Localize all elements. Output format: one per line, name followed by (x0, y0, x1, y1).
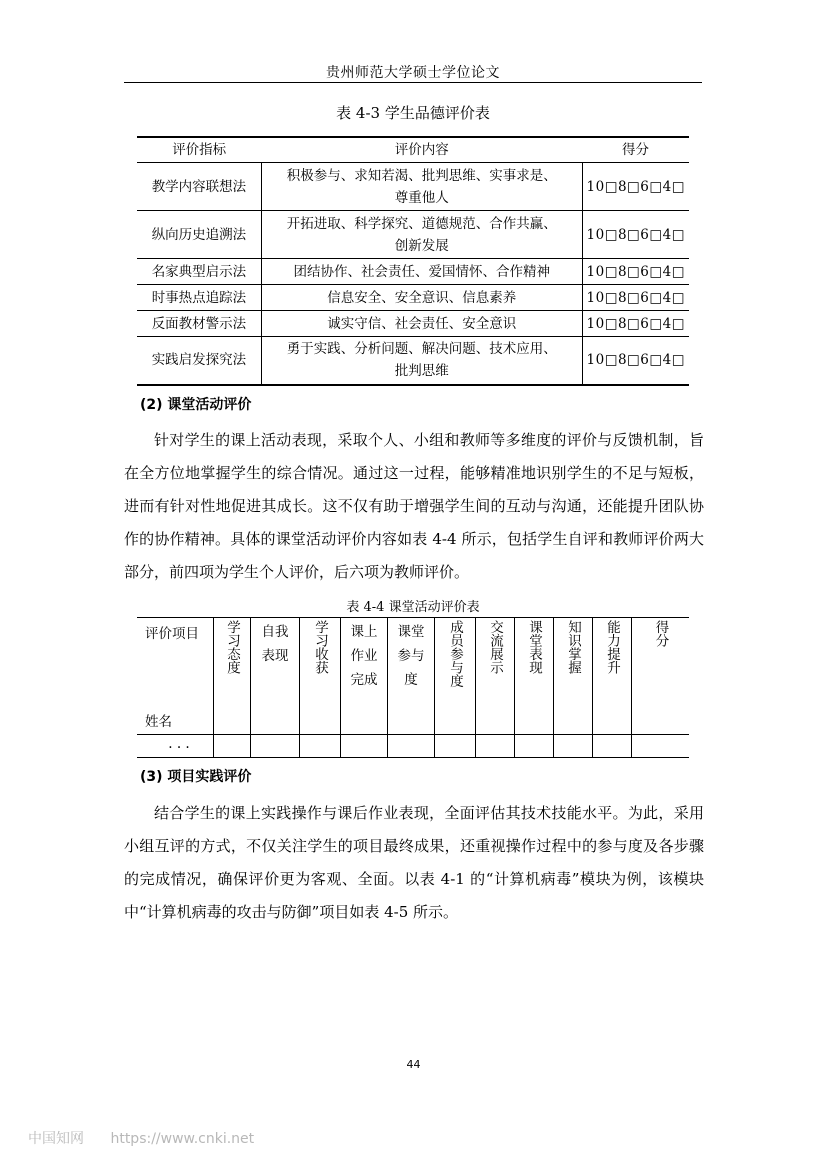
content-line: 团结协作、社会责任、爱国情怀、合作精神 (293, 263, 550, 280)
content-line: 勇于实践、分析问题、解决问题、技术应用、 (286, 341, 557, 358)
content-line: 诚实守信、社会责任、安全意识 (327, 315, 517, 332)
page-number: 44 (406, 1058, 421, 1071)
watermark (28, 1128, 276, 1148)
column-header-text: 学习收获 (312, 620, 328, 674)
table-4-3 (137, 136, 689, 386)
content-line: 尊重他人 (394, 189, 449, 206)
score-cell (300, 735, 341, 758)
table-row (137, 337, 689, 385)
column-header (476, 618, 515, 735)
score-cell: 10□8□6□4□ (582, 163, 689, 211)
name-cell: . . . (137, 735, 214, 758)
column-header-text: 学习态度 (224, 620, 240, 674)
indicator-cell: 时事热点追踪法 (137, 285, 261, 311)
column-header: 评价内容 (261, 137, 582, 163)
corner-bottom-label: 姓名 (145, 714, 172, 730)
score-cell (632, 735, 690, 758)
column-header (632, 618, 690, 735)
score-cell (214, 735, 251, 758)
column-header-text: 成员参与度 (447, 620, 463, 688)
content-line: 信息安全、安全意识、信息素养 (327, 289, 517, 306)
column-header (554, 618, 593, 735)
score-cell: 10□8□6□4□ (582, 337, 689, 385)
score-cell (341, 735, 388, 758)
score-cell: 10□8□6□4□ (582, 211, 689, 259)
table-row (137, 311, 689, 337)
table-row (137, 735, 689, 758)
table-4-4-caption: 表 4-4 课堂活动评价表 (346, 600, 480, 615)
indicator-cell: 反面教材警示法 (137, 311, 261, 337)
column-header (300, 618, 341, 735)
content-cell (261, 211, 582, 259)
score-cell: 10□8□6□4□ (582, 285, 689, 311)
table-row (137, 163, 689, 211)
table-row (137, 285, 689, 311)
content-line: 积极参与、求知若渴、批判思维、实事求是、 (286, 167, 557, 184)
corner-cell (137, 618, 214, 735)
score-cell (593, 735, 632, 758)
column-header-text: 知识掌握 (565, 620, 581, 674)
corner-top-label: 评价项目 (145, 626, 199, 642)
table-header-row (137, 618, 689, 735)
content-cell (261, 285, 582, 311)
content-line: 创新发展 (394, 237, 449, 254)
indicator-cell: 纵向历史追溯法 (137, 211, 261, 259)
content-cell (261, 337, 582, 385)
table-row (137, 211, 689, 259)
score-cell: 10□8□6□4□ (582, 259, 689, 285)
watermark-url: https://www.cnki.net (110, 1131, 255, 1147)
score-cell (476, 735, 515, 758)
section-2-heading: (2) 课堂活动评价 (140, 397, 252, 413)
table-4-3-caption: 表 4-3 学生品德评价表 (336, 104, 490, 122)
running-header: 贵州师范大学硕士学位论文 (326, 65, 500, 81)
column-header-text: 课堂参与度 (397, 624, 425, 688)
watermark-brand: 中国知网 (28, 1131, 84, 1147)
column-header (214, 618, 251, 735)
table-4-4 (137, 617, 689, 758)
content-line: 开拓进取、科学探究、道德规范、合作共赢、 (286, 215, 557, 232)
column-header-text: 能力提升 (604, 620, 620, 674)
table-row (137, 259, 689, 285)
score-cell: 10□8□6□4□ (582, 311, 689, 337)
indicator-cell: 名家典型启示法 (137, 259, 261, 285)
indicator-cell: 实践启发探究法 (137, 337, 261, 385)
column-header: 得分 (582, 137, 689, 163)
content-cell (261, 311, 582, 337)
column-header-text: 得分 (652, 620, 669, 647)
section-3-heading: (3) 项目实践评价 (140, 769, 252, 785)
column-header (515, 618, 554, 735)
indicator-cell: 教学内容联想法 (137, 163, 261, 211)
content-line: 批判思维 (394, 363, 449, 380)
column-header (593, 618, 632, 735)
content-cell (261, 259, 582, 285)
score-cell (251, 735, 300, 758)
column-header-text: 交流展示 (487, 620, 503, 674)
column-header (251, 618, 300, 735)
section-2-paragraph: 针对学生的课上活动表现，采取个人、小组和教师等多维度的评价与反馈机制，旨在全方位地掌握学生的综合情况。通过这一过程，能够精准地识别学生的不足与短板，进而有针对性地促进其成长。这不仅有助于增强学生间的互动与沟通，还能提升团队协作的协作精神。具体的课堂活动评价内容如表 4-4 所示，包括学生自评和教师评价两大部分，前四项为学生个人评价，后六项为教师评价。 (124, 431, 704, 581)
column-header: 评价指标 (137, 137, 261, 163)
score-cell (554, 735, 593, 758)
column-header (341, 618, 388, 735)
column-header (435, 618, 476, 735)
score-cell (388, 735, 435, 758)
header-rule (124, 82, 702, 83)
column-header-text: 自我表现 (261, 624, 289, 664)
section-3-paragraph: 结合学生的课上实践操作与课后作业表现，全面评估其技术技能水平。为此，采用小组互评的方式，不仅关注学生的项目最终成果，还重视操作过程中的参与度及各步骤的完成情况，确保评价更为客观、全面。以表 4-1 的“计算机病毒”模块为例，该模块中“计算机病毒的攻击与防御”项目如表 4-5 所示。 (124, 804, 704, 921)
content-cell (261, 163, 582, 211)
score-cell (515, 735, 554, 758)
column-header (388, 618, 435, 735)
score-cell (435, 735, 476, 758)
column-header-text: 课上作业完成 (350, 624, 378, 688)
column-header-text: 课堂表现 (526, 620, 542, 674)
